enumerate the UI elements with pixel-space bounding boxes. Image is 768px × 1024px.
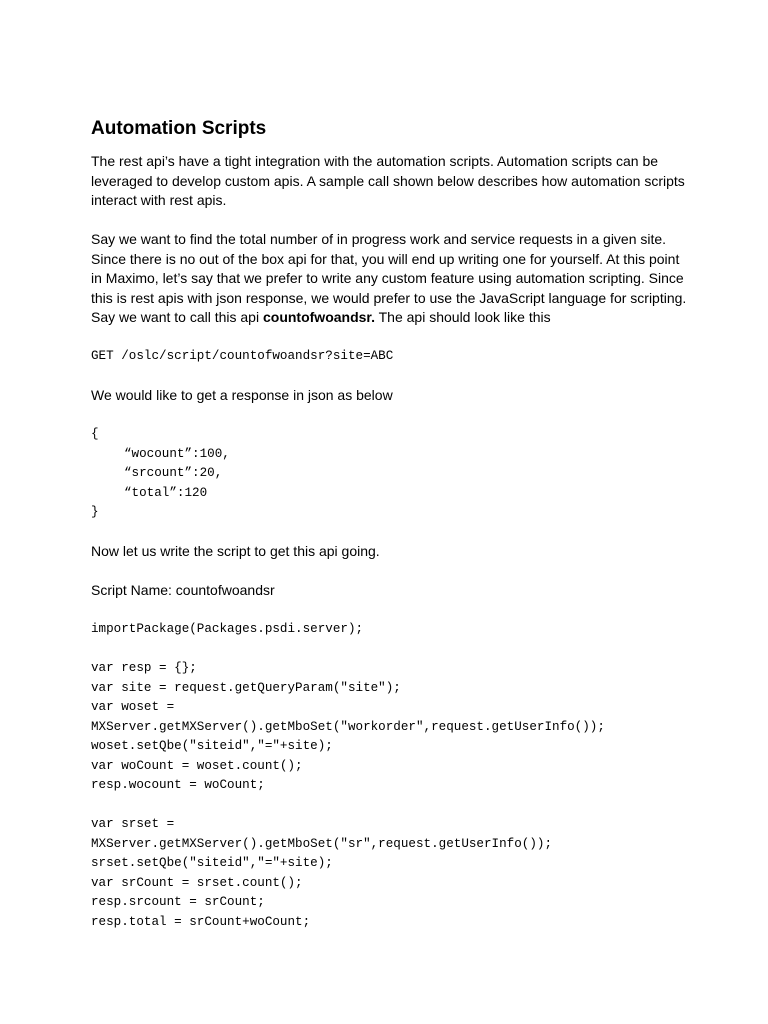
write-script-paragraph: Now let us write the script to get this api going.	[91, 543, 380, 559]
code-line: var woset =	[91, 700, 175, 714]
json-line: “wocount”:100,	[124, 446, 230, 461]
code-line: MXServer.getMXServer().getMboSet("sr",request.getUserInfo());	[91, 836, 553, 851]
json-open-brace: {	[91, 427, 99, 441]
code-line: var srCount = srset.count();	[91, 875, 303, 890]
code-line: resp.srcount = srCount;	[91, 895, 265, 909]
scenario-tail: The api should look like this	[374, 309, 551, 325]
code-line: resp.wocount = woCount;	[91, 778, 265, 792]
code-line: var woCount = woset.count();	[91, 758, 303, 773]
json-response-code	[91, 425, 691, 523]
code-line: woset.setQbe("siteid","="+site);	[91, 739, 333, 753]
json-line: “srcount”:20,	[124, 466, 223, 480]
response-intro: We would like to get a response in json as below	[91, 387, 393, 403]
code-line: srset.setQbe("siteid","="+site);	[91, 856, 333, 870]
section-heading: Automation Scripts	[91, 118, 267, 139]
json-close-brace: }	[91, 505, 99, 519]
intro-paragraph: The rest api’s have a tight integration with the automation scripts. Automation scripts can be leveraged to develop custom apis. A sample call shown below describes how automation scripts interact with rest apis.	[91, 153, 685, 208]
scenario-paragraph	[91, 230, 691, 328]
code-line: resp.total = srCount+woCount;	[91, 914, 311, 929]
code-block-workorder	[91, 659, 691, 796]
json-line: “total”:120	[124, 485, 208, 500]
code-block-sr	[91, 815, 691, 932]
get-request-code: GET /oslc/script/countofwoandsr?site=ABC	[91, 349, 394, 363]
scenario-text: Say we want to find the total number of in progress work and service requests in a given site. Since there is no out of the box api for that, you will end up writing one for yourself. At this point in Maximo, let’s say that we prefer to write any custom feature using automation scripting. Since this is rest apis with json response, we would prefer to use the JavaScript language for scripting. Say we want to call this api	[91, 231, 687, 325]
script-name-label: Script Name: countofwoandsr	[91, 582, 275, 598]
code-line: var site = request.getQueryParam("site");	[91, 680, 401, 695]
code-line: var srset =	[91, 817, 175, 831]
code-import-line: importPackage(Packages.psdi.server);	[91, 622, 364, 636]
code-line: MXServer.getMXServer().getMboSet("workorder",request.getUserInfo());	[91, 719, 605, 734]
api-name: countofwoandsr.	[262, 309, 375, 325]
document-content	[91, 116, 691, 932]
code-line: var resp = {};	[91, 661, 197, 675]
